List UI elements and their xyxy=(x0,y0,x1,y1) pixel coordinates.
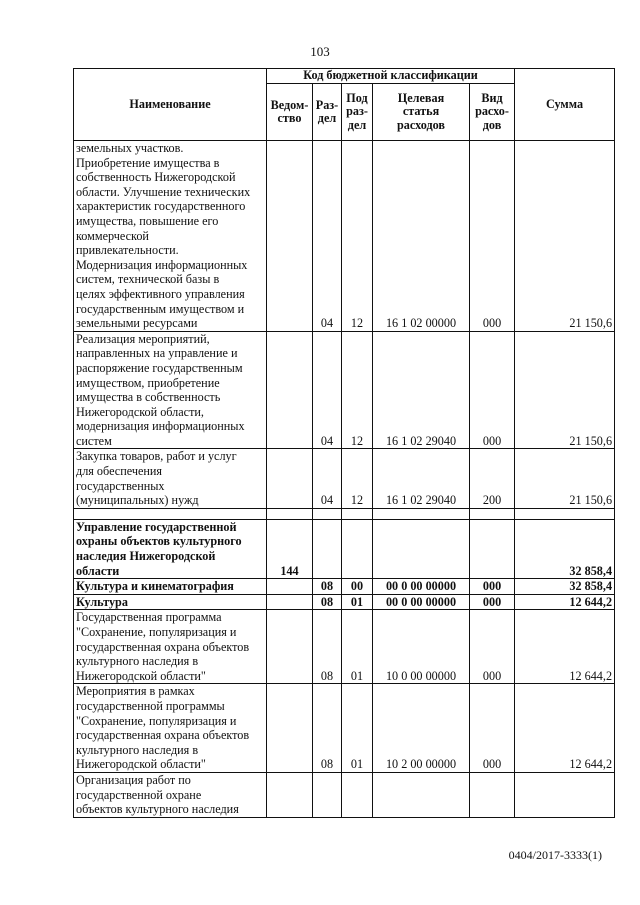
table-row xyxy=(74,508,615,519)
row-vid xyxy=(470,772,515,817)
row-target: 10 2 00 00000 xyxy=(373,684,470,773)
row-razdel xyxy=(313,519,342,578)
row-vid xyxy=(470,519,515,578)
row-podrazdel xyxy=(342,508,373,519)
row-razdel xyxy=(313,772,342,817)
row-vid: 200 xyxy=(470,449,515,508)
header-target: Целевая статья расходов xyxy=(373,84,470,141)
row-sum xyxy=(515,772,615,817)
document-code: 0404/2017-3333(1) xyxy=(508,848,602,862)
row-name: Реализация мероприятий, направленных на управление и распоряжение государственным имуществом, приобретение имущества в собственность Нижегородской области, модернизация информационных систем xyxy=(74,331,267,449)
row-vid xyxy=(470,508,515,519)
header-vid: Вид расхо- дов xyxy=(470,84,515,141)
row-sum: 32 858,4 xyxy=(515,519,615,578)
row-podrazdel: 01 xyxy=(342,610,373,684)
row-name: Государственная программа "Сохранение, популяризация и государственная охрана объектов культурного наследия в Нижегородской области" xyxy=(74,610,267,684)
row-razdel: 04 xyxy=(313,449,342,508)
row-name: Управление государственной охраны объектов культурного наследия Нижегородской области xyxy=(74,519,267,578)
table-row xyxy=(74,594,615,610)
row-name: земельных участков. Приобретение имущества в собственность Нижегородской области. Улучшение технических характеристик государственного имущества, повышение его коммерческой привлекательности. Модернизация информационных систем, технической базы в целях эффективного управления государственным имуществом и земельными ресурсами xyxy=(74,141,267,332)
row-sum: 12 644,2 xyxy=(515,610,615,684)
row-vid: 000 xyxy=(470,684,515,773)
row-name: Культура xyxy=(74,594,267,610)
row-vedomstvo xyxy=(267,610,313,684)
row-podrazdel: 12 xyxy=(342,331,373,449)
row-sum: 12 644,2 xyxy=(515,594,615,610)
header-budget-code: Код бюджетной классификации xyxy=(267,69,515,84)
table-row xyxy=(74,772,615,817)
row-vedomstvo xyxy=(267,141,313,332)
row-name: Организация работ по государственной охране объектов культурного наследия xyxy=(74,772,267,817)
row-podrazdel: 01 xyxy=(342,594,373,610)
table-row xyxy=(74,610,615,684)
row-name: Закупка товаров, работ и услуг для обеспечения государственных (муниципальных) нужд xyxy=(74,449,267,508)
row-target: 00 0 00 00000 xyxy=(373,594,470,610)
table-row xyxy=(74,449,615,508)
row-razdel: 08 xyxy=(313,594,342,610)
row-podrazdel xyxy=(342,772,373,817)
row-sum: 32 858,4 xyxy=(515,579,615,595)
header-podrazdel: Под раз- дел xyxy=(342,84,373,141)
page-number: 103 xyxy=(310,44,330,59)
row-vedomstvo: 144 xyxy=(267,519,313,578)
row-podrazdel: 12 xyxy=(342,449,373,508)
row-name: Мероприятия в рамках государственной программы "Сохранение, популяризация и государственная охрана объектов культурного наследия в Нижегородской области" xyxy=(74,684,267,773)
row-podrazdel: 01 xyxy=(342,684,373,773)
row-target: 16 1 02 29040 xyxy=(373,449,470,508)
row-target: 10 0 00 00000 xyxy=(373,610,470,684)
row-vid: 000 xyxy=(470,331,515,449)
row-target xyxy=(373,519,470,578)
row-vid: 000 xyxy=(470,610,515,684)
row-vid: 000 xyxy=(470,141,515,332)
row-vedomstvo xyxy=(267,579,313,595)
table-body xyxy=(74,141,615,818)
table-row xyxy=(74,519,615,578)
row-razdel: 04 xyxy=(313,141,342,332)
row-vid: 000 xyxy=(470,579,515,595)
row-target: 16 1 02 00000 xyxy=(373,141,470,332)
row-podrazdel: 12 xyxy=(342,141,373,332)
row-name xyxy=(74,508,267,519)
header-vedomstvo: Ведом- ство xyxy=(267,84,313,141)
row-razdel: 08 xyxy=(313,579,342,595)
row-target xyxy=(373,508,470,519)
table-row xyxy=(74,684,615,773)
row-vedomstvo xyxy=(267,508,313,519)
row-sum: 21 150,6 xyxy=(515,449,615,508)
table-row xyxy=(74,331,615,449)
row-vedomstvo xyxy=(267,772,313,817)
header-name: Наименование xyxy=(74,69,267,141)
header-razdel: Раз- дел xyxy=(313,84,342,141)
row-sum xyxy=(515,508,615,519)
row-razdel: 04 xyxy=(313,331,342,449)
row-vedomstvo xyxy=(267,449,313,508)
row-name: Культура и кинематография xyxy=(74,579,267,595)
table-row xyxy=(74,579,615,595)
row-vid: 000 xyxy=(470,594,515,610)
row-podrazdel: 00 xyxy=(342,579,373,595)
row-target: 16 1 02 29040 xyxy=(373,331,470,449)
row-razdel: 08 xyxy=(313,684,342,773)
row-sum: 12 644,2 xyxy=(515,684,615,773)
row-vedomstvo xyxy=(267,331,313,449)
row-vedomstvo xyxy=(267,684,313,773)
budget-classification-table xyxy=(73,68,615,818)
row-razdel xyxy=(313,508,342,519)
row-podrazdel xyxy=(342,519,373,578)
row-target: 00 0 00 00000 xyxy=(373,579,470,595)
row-vedomstvo xyxy=(267,594,313,610)
header-sum: Сумма xyxy=(515,69,615,141)
row-razdel: 08 xyxy=(313,610,342,684)
row-sum: 21 150,6 xyxy=(515,141,615,332)
table-row xyxy=(74,141,615,332)
row-target xyxy=(373,772,470,817)
row-sum: 21 150,6 xyxy=(515,331,615,449)
